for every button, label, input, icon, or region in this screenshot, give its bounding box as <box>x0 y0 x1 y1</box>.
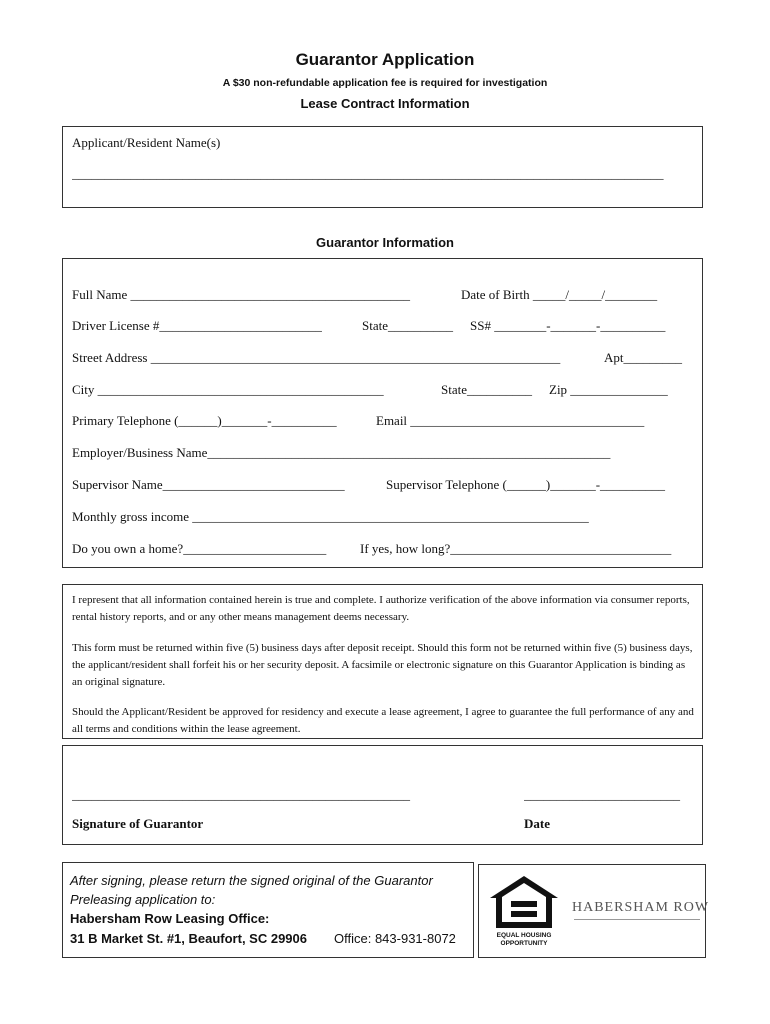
monthly-income-field[interactable]: Monthly gross income _____________________________________________________________ <box>72 509 589 524</box>
signature-label: Signature of Guarantor <box>72 816 204 831</box>
primary-telephone-field[interactable]: Primary Telephone (______)_______-__________ <box>72 413 337 428</box>
habersham-row-logo: HABERSHAM ROW <box>572 900 710 915</box>
equal-housing-icon <box>484 872 564 932</box>
guarantor-section-title: Guarantor Information <box>316 235 454 250</box>
terms-paragraph-3: Should the Applicant/Resident be approved for residency and execute a lease agreement, I agree to guarantee the full performance of any and all terms and conditions within the lease agreement. <box>72 706 694 735</box>
own-home-field[interactable]: Do you own a home?______________________ <box>72 541 327 556</box>
return-instructions-line1: After signing, please return the signed original of the Guarantor <box>70 873 433 888</box>
terms-paragraph-1: I represent that all information contained herein is true and complete. I authorize verification of the above information via consumer reports, rental history reports, and or any other means management deems necessary. <box>72 594 690 623</box>
equal-housing-logo <box>484 872 564 950</box>
how-long-field[interactable]: If yes, how long?__________________________________ <box>360 541 672 556</box>
fee-notice: A $30 non-refundable application fee is required for investigation <box>222 77 548 89</box>
employer-field[interactable]: Employer/Business Name______________________________________________________________ <box>72 445 611 460</box>
leasing-office-name: Habersham Row Leasing Office: <box>70 911 270 926</box>
date-line[interactable]: ________________________ <box>524 787 680 802</box>
office-phone: Office: 843-931-8072 <box>334 931 456 946</box>
eho-text-2: OPPORTUNITY <box>500 940 548 947</box>
zip-field[interactable]: Zip _______________ <box>549 382 668 397</box>
applicant-name-field[interactable]: ___________________________________________________________________________________________ <box>72 166 664 181</box>
applicant-name-label: Applicant/Resident Name(s) <box>72 135 221 150</box>
brand-underline <box>574 919 700 920</box>
lease-section-title: Lease Contract Information <box>300 96 470 111</box>
email-field[interactable]: Email ____________________________________ <box>376 413 645 428</box>
ssn-field[interactable]: SS# ________-_______-__________ <box>470 318 666 333</box>
license-state-field[interactable]: State__________ <box>362 318 453 333</box>
signature-line[interactable]: ____________________________________________________ <box>72 787 410 802</box>
supervisor-telephone-field[interactable]: Supervisor Telephone (______)_______-__________ <box>386 477 666 492</box>
full-name-field[interactable]: Full Name ___________________________________________ <box>72 287 410 302</box>
driver-license-field[interactable]: Driver License #_________________________ <box>72 318 322 333</box>
city-field[interactable]: City ____________________________________________ <box>72 382 384 397</box>
office-address: 31 B Market St. #1, Beaufort, SC 29906 <box>70 931 307 946</box>
apt-field[interactable]: Apt_________ <box>604 350 682 365</box>
date-label: Date <box>524 816 550 831</box>
eho-text-1: EQUAL HOUSING <box>496 932 552 939</box>
date-of-birth-field[interactable]: Date of Birth _____/_____/________ <box>461 287 658 302</box>
state-field[interactable]: State__________ <box>441 382 532 397</box>
terms-paragraph-2: This form must be returned within five (5) business days after deposit receipt. Should this form not be returned within five (5) business days, the applicant/resident shall forfeit his or her security deposit. A facsimile or electronic signature on this Guarantor Application is binding as an original signature. <box>72 642 693 688</box>
supervisor-name-field[interactable]: Supervisor Name____________________________ <box>72 477 345 492</box>
street-address-field[interactable]: Street Address _______________________________________________________________ <box>72 350 561 365</box>
return-instructions-line2: Preleasing application to: <box>70 892 216 907</box>
page-title: Guarantor Application <box>295 50 475 69</box>
